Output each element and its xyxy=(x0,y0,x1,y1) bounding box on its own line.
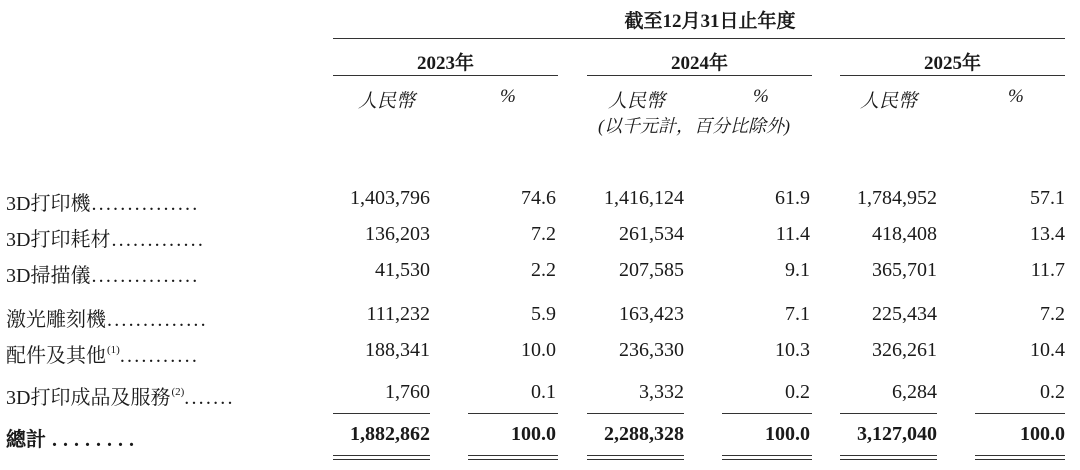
percent-header-2023: % xyxy=(500,86,516,107)
total-double-rule-2023-value xyxy=(333,455,430,460)
subtotal-rule-2023-value xyxy=(333,413,430,414)
row-note: (2) xyxy=(171,386,185,398)
percent-2024: 61.9 xyxy=(775,187,810,209)
percent-2025: 57.1 xyxy=(1030,187,1065,209)
leader-dots: ............... xyxy=(91,193,200,215)
value-2023: 1,760 xyxy=(385,381,430,403)
total-double-rule-2024-value xyxy=(587,455,684,460)
subtotal-rule-2025-value xyxy=(840,413,937,414)
value-2023: 136,203 xyxy=(365,223,430,245)
currency-header-2023: 人民幣 xyxy=(358,91,416,112)
percent-2025: 13.4 xyxy=(1030,223,1065,245)
percent-2024: 11.4 xyxy=(775,223,810,245)
percent-2025: 0.2 xyxy=(1040,381,1065,403)
percent-2023: 2.2 xyxy=(531,259,556,281)
value-2025: 365,701 xyxy=(872,259,937,281)
year-2023-rule xyxy=(333,75,558,76)
row-label xyxy=(6,339,199,368)
year-2025-rule xyxy=(840,75,1065,76)
total-value-2023: 1,882,862 xyxy=(350,423,430,445)
subtotal-rule-2025-percent xyxy=(975,413,1065,414)
row-note: (1) xyxy=(107,344,120,356)
leader-dots: ........ xyxy=(52,429,140,451)
value-2025: 1,784,952 xyxy=(857,187,937,209)
row-label xyxy=(6,187,199,216)
row-label-text: 3D打印機 xyxy=(6,193,91,215)
percent-2024: 0.2 xyxy=(785,381,810,403)
value-2023: 41,530 xyxy=(375,259,430,281)
value-2023: 1,403,796 xyxy=(350,187,430,209)
percent-2025: 7.2 xyxy=(1040,303,1065,325)
total-percent-2025: 100.0 xyxy=(1020,423,1065,445)
leader-dots: ............. xyxy=(111,229,206,251)
percent-2023: 0.1 xyxy=(531,381,556,403)
value-2025: 326,261 xyxy=(872,339,937,361)
percent-header-2025: % xyxy=(1008,86,1024,107)
total-double-rule-2024-percent xyxy=(722,455,812,460)
value-2024: 1,416,124 xyxy=(604,187,684,209)
period-title: 截至12月31日止年度 xyxy=(624,11,796,32)
total-double-rule-2025-value xyxy=(840,455,937,460)
value-2023: 111,232 xyxy=(366,303,430,325)
value-2024: 163,423 xyxy=(619,303,684,325)
leader-dots: ........... xyxy=(119,345,200,367)
currency-header-2025: 人民幣 xyxy=(860,91,918,112)
percent-header-2024: % xyxy=(753,86,769,107)
value-2025: 6,284 xyxy=(892,381,937,403)
percent-2025: 10.4 xyxy=(1030,339,1065,361)
leader-dots: ............... xyxy=(91,265,200,287)
total-double-rule-2023-percent xyxy=(468,455,558,460)
row-label-text: 3D打印耗材 xyxy=(6,229,111,251)
value-2024: 261,534 xyxy=(619,223,684,245)
total-percent-2024: 100.0 xyxy=(765,423,810,445)
row-label-text: 3D打印成品及服務 xyxy=(6,387,171,409)
value-2023: 188,341 xyxy=(365,339,430,361)
currency-header-2024: 人民幣 xyxy=(608,91,666,112)
row-label xyxy=(6,303,208,332)
subtotal-rule-2024-value xyxy=(587,413,684,414)
leader-dots: ....... xyxy=(184,387,235,409)
row-label xyxy=(6,259,199,288)
percent-2023: 10.0 xyxy=(521,339,556,361)
percent-2024: 10.3 xyxy=(775,339,810,361)
year-2023: 2023年 xyxy=(416,53,474,74)
year-2024: 2024年 xyxy=(670,53,728,74)
total-double-rule-2025-percent xyxy=(975,455,1065,460)
total-value-2025: 3,127,040 xyxy=(857,423,937,445)
value-2024: 207,585 xyxy=(619,259,684,281)
row-label xyxy=(6,223,205,252)
row-label xyxy=(6,381,235,410)
header-rule xyxy=(333,38,1065,39)
total-value-2024: 2,288,328 xyxy=(604,423,684,445)
total-label xyxy=(6,423,140,452)
value-2024: 236,330 xyxy=(619,339,684,361)
subtotal-rule-2024-percent xyxy=(722,413,812,414)
leader-dots: .............. xyxy=(107,309,208,331)
percent-2023: 5.9 xyxy=(531,303,556,325)
unit-note: (以千元計，百分比除外) xyxy=(598,116,790,136)
year-2024-rule xyxy=(587,75,812,76)
row-label-text: 激光雕刻機 xyxy=(6,309,106,331)
percent-2023: 7.2 xyxy=(531,223,556,245)
total-percent-2023: 100.0 xyxy=(511,423,556,445)
percent-2023: 74.6 xyxy=(521,187,556,209)
percent-2025: 11.7 xyxy=(1030,259,1065,281)
row-label-text: 3D掃描儀 xyxy=(6,265,91,287)
subtotal-rule-2023-percent xyxy=(468,413,558,414)
total-label-text: 總計 xyxy=(6,429,46,451)
value-2025: 225,434 xyxy=(872,303,937,325)
year-2025: 2025年 xyxy=(923,53,981,74)
row-label-text: 配件及其他 xyxy=(6,345,106,367)
value-2024: 3,332 xyxy=(639,381,684,403)
percent-2024: 9.1 xyxy=(785,259,810,281)
percent-2024: 7.1 xyxy=(785,303,810,325)
value-2025: 418,408 xyxy=(872,223,937,245)
